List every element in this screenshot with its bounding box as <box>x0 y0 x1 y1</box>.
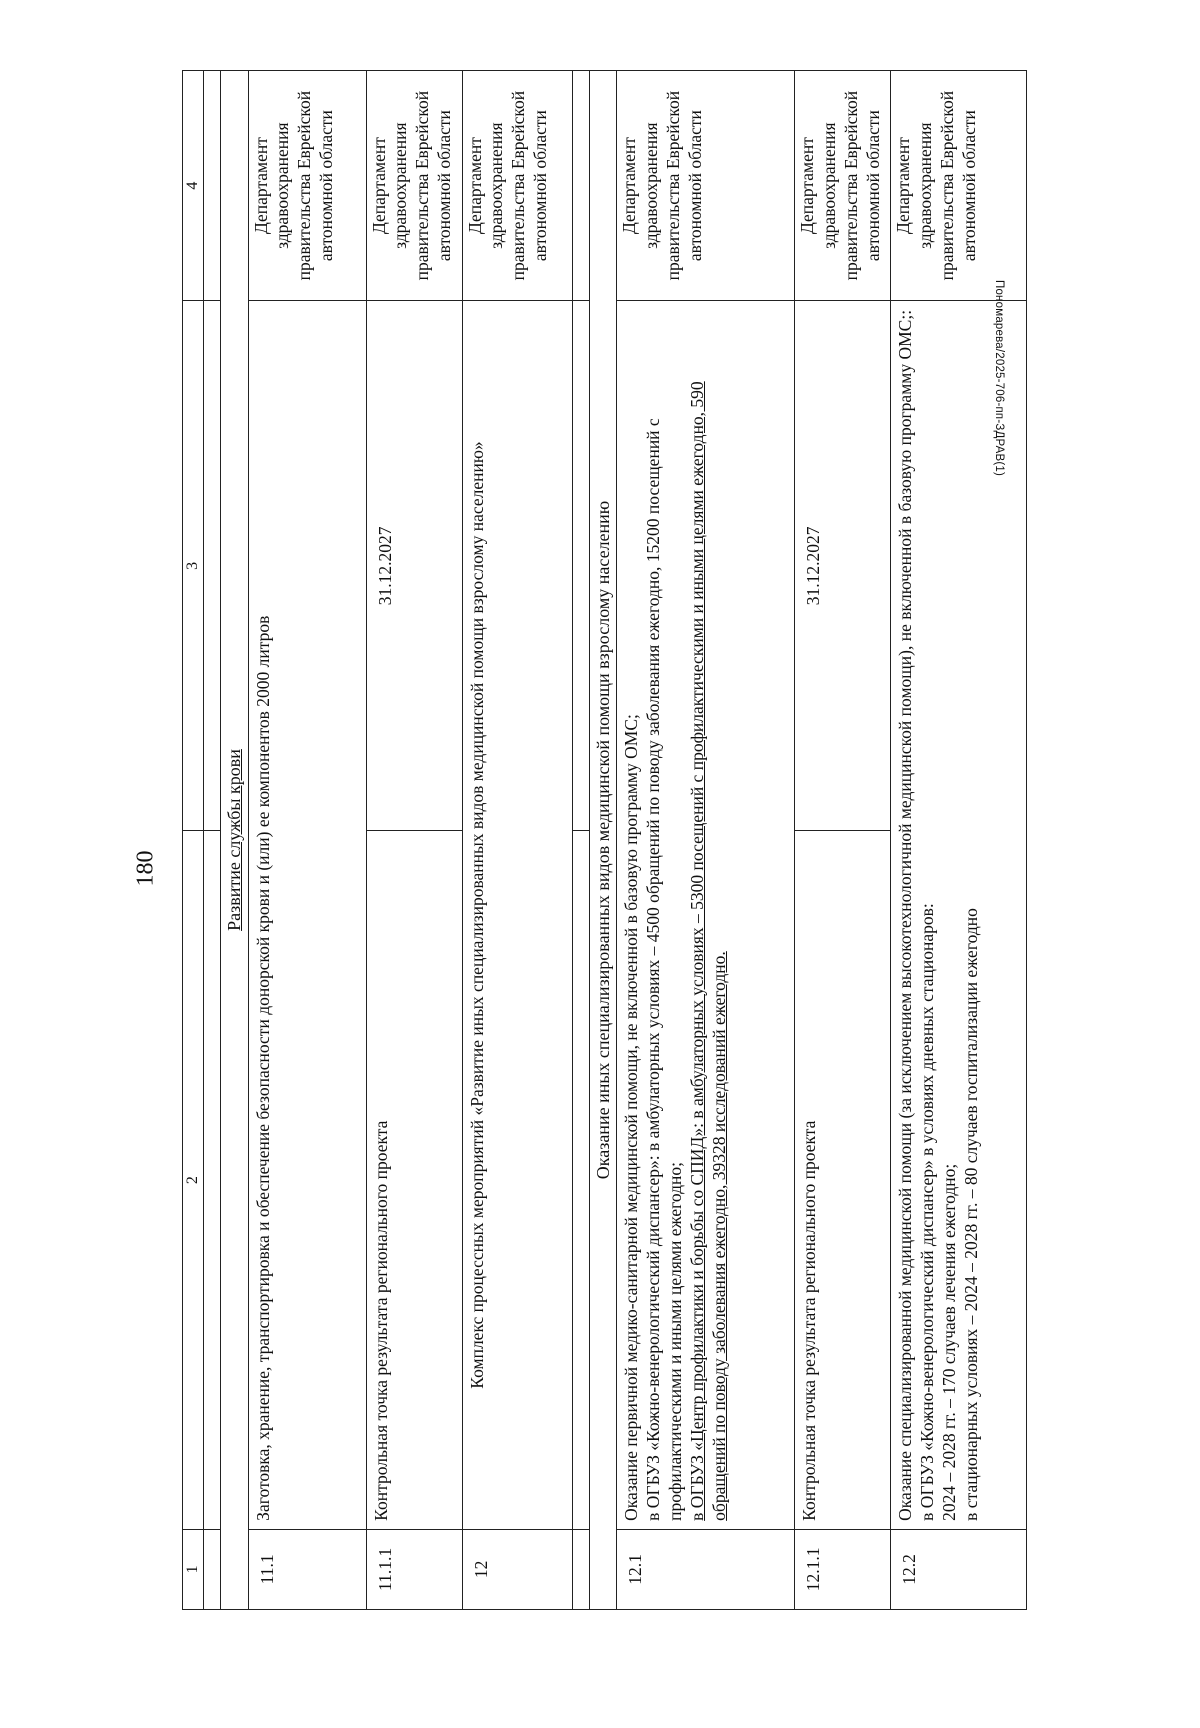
responsible-department: Департамент здравоохранения правительства Еврейской автономной области <box>366 71 462 301</box>
table-row <box>617 71 795 1610</box>
description-line: 2024 – 2028 гг. – 170 случаев лечения ежегодно; <box>938 1163 959 1521</box>
description-line: Оказание специализированной медицинской помощи (за исключением высокотехнологичной медицинской помощи), не включенной в базовую программу ОМС;: <box>895 309 915 1521</box>
section-title-text: Развитие службы крови <box>224 749 244 931</box>
activities-table <box>182 70 1027 1610</box>
table-row <box>795 71 891 1610</box>
description-line: в ОГБУЗ «Центр профилактики и борьбы со СПИД»: в амбулаторных условиях – 5300 посещений с профилактическими и иными целями ежегодно, 590 обращений по поводу заболевания ежегодно, 39328 исследований ежегодно. <box>686 381 729 1521</box>
spacer-row <box>572 71 589 1610</box>
description-line: Оказание первичной медико-санитарной медицинской помощи, не включенной в базовую программу ОМС; <box>621 714 641 1521</box>
description-line: в ОГБУЗ «Кожно-венерологический диспансер»: в амбулаторных условиях – 4500 обращений по поводу заболевания ежегодно, 15200 посещений с профилактическими и иными целями ежегодно; <box>642 418 685 1521</box>
table-header-row <box>183 71 204 1610</box>
row-number: 11.1 <box>248 1529 366 1609</box>
section-title-text: Оказание иных специализированных видов медицинской помощи взрослому населению <box>592 500 613 1180</box>
section-row <box>589 71 617 1610</box>
row-number: 12.1.1 <box>795 1529 891 1609</box>
document-footer: Пономарева/2025-706-пп-ЗДРАВ(1) <box>993 280 1005 477</box>
table-row <box>462 71 572 1610</box>
row-description <box>617 301 795 1530</box>
row-number: 12 <box>462 1529 572 1609</box>
row-date: 31.12.2027 <box>366 301 462 831</box>
row-description: Контрольная точка результата регионального проекта <box>795 831 891 1529</box>
header-col-1: 1 <box>183 1529 204 1609</box>
table-row <box>366 71 462 1610</box>
header-col-3: 3 <box>183 301 204 831</box>
row-number: 11.1.1 <box>366 1529 462 1609</box>
responsible-department: Департамент здравоохранения правительства Еврейской автономной области <box>462 71 572 301</box>
page-number: 180 <box>132 850 159 887</box>
description-line: в ОГБУЗ «Кожно-венерологический диспансер» в условиях дневных стационаров: <box>916 903 937 1521</box>
spacer-row <box>204 71 221 1610</box>
section-title <box>221 71 249 1610</box>
row-description <box>891 301 1027 1530</box>
section-row <box>221 71 249 1610</box>
row-number: 12.2 <box>891 1529 1027 1609</box>
table-row <box>248 71 366 1610</box>
description-line: в стационарных условиях – 2024 – 2028 гг. – 80 случаев госпитализации ежегодно <box>960 908 981 1521</box>
header-col-2: 2 <box>183 831 204 1529</box>
row-description: Заготовка, хранение, транспортировка и обеспечение безопасности донорской крови и (или) ее компонентов 2000 литров <box>248 301 366 1530</box>
row-number: 12.1 <box>617 1529 795 1609</box>
section-title <box>589 71 617 1610</box>
responsible-department: Департамент здравоохранения правительства Еврейской автономной области <box>617 71 795 301</box>
responsible-department: Департамент здравоохранения правительства Еврейской автономной области <box>891 71 1027 301</box>
responsible-department: Департамент здравоохранения правительства Еврейской автономной области <box>795 71 891 301</box>
responsible-department: Департамент здравоохранения правительства Еврейской автономной области <box>248 71 366 301</box>
row-date: 31.12.2027 <box>795 301 891 831</box>
row-description: Комплекс процессных мероприятий «Развитие иных специализированных видов медицинской помощи взрослому населению» <box>462 301 572 1530</box>
row-description: Контрольная точка результата регионального проекта <box>366 831 462 1529</box>
header-col-4: 4 <box>183 71 204 301</box>
rotated-table-container <box>182 70 981 1610</box>
table-row <box>891 71 1027 1610</box>
